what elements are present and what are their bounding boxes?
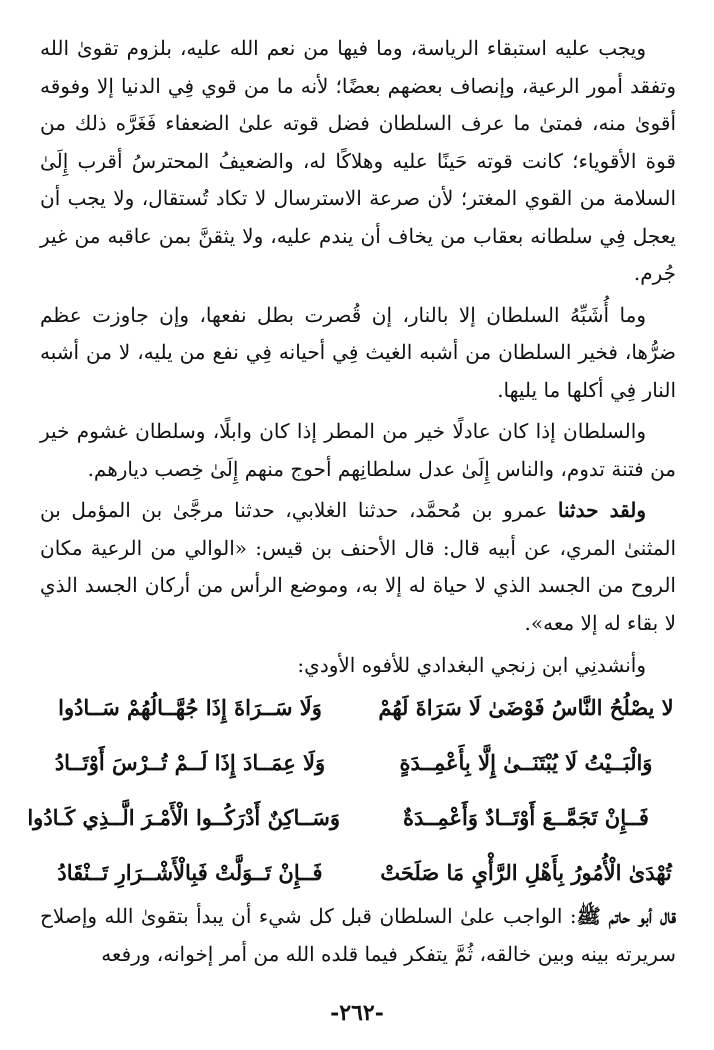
verse-line [40, 680, 676, 735]
paragraph-4-lead: ولقد حدثنا [557, 498, 646, 522]
verse-second-hemistich: وَلَا عِمَــادَ إِذَا لَــمْ تُــرْسَ أَوْتَــادُ [54, 750, 326, 775]
closing-paragraph-lead: قال أبو حاتم ﷺ [576, 904, 676, 928]
verse-second-hemistich: فَــإِنْ تَــوَلَّتْ فَبِالْأَشْــرَارِ تَــنْقَادُ [57, 860, 323, 885]
verse-line [40, 735, 676, 790]
paragraph-3: والسلطان إذا كان عادلًا خير من المطر إذا كان وابلًا، وسلطان غشوم خير من فتنة تدوم، والناس إِلَىٰ عدل سلطانِهم أحوج منهم إِلَىٰ خِصب ديارهم. [40, 419, 676, 481]
verse-line [27, 790, 676, 845]
verse-first-hemistich: لا يصْلُحُ النَّاسُ فَوْضَىٰ لَا سَرَاةَ لَهُمْ [378, 695, 674, 720]
paragraph-4 [40, 492, 676, 642]
page-number: -٢٦٢- [330, 1000, 384, 1026]
verse-intro: وأنشدنِي ابن زنجي البغدادي للأفوه الأودي: [297, 653, 646, 677]
verse-line [40, 845, 676, 900]
closing-paragraph [40, 898, 676, 973]
paragraph-2: وما أُشَبِّهُ السلطان إلا بالنار، إن قُصرت بطل نفعها، وإن جاوزت عظم ضرُّها، فخير السلطان من أشبه الغيث فِي أحيانه فِي نفع من يليه، لا من أشبه النار فِي أكلها ما يليها. [40, 302, 676, 402]
verse-first-hemistich: فَــإِنْ تَجَمَّــعَ أَوْتَــادٌ وَأَعْمِــدَةٌ [403, 805, 649, 830]
paragraph-4-text: عمرو بن مُحمَّد، حدثنا الغلابي، حدثنا مرجَّىٰ بن المؤمل بن المثنىٰ المري، عن أبيه قال: قال الأحنف بن قيس: «الوالي من الرعية مكان الروح من الجسد الذي لا حياة له إلا به، وموضع الرأس من أركان الجسد الذي لا بقاء له إلا معه». [40, 498, 676, 635]
poem [27, 680, 676, 900]
main-text [40, 30, 676, 642]
verse-second-hemistich: وَسَــاكِنٌ أَدْرَكُــوا الْأَمْـرَ الَّــذِي كَـادُوا [27, 805, 340, 830]
closing-paragraph-text: : الواجب علىٰ السلطان قبل كل شيء أن يبدأ بتقوىٰ الله وإصلاح سريرته بينه وبين خالقه، ثُمَّ يتفكر فيما قلده الله من أمر إخوانه، ورفعه [40, 904, 676, 966]
verse-second-hemistich: وَلَا سَــرَاةَ إِذَا جُهَّــالُهُمْ سَــادُوا [58, 695, 322, 720]
verse-first-hemistich: تُهْدَىٰ الْأُمُورُ بِأَهْلِ الرَّأْيِ مَا صَلَحَتْ [380, 860, 672, 885]
verse-first-hemistich: وَالْبَــيْتُ لَا يُبْتَنَــىٰ إِلَّا بِأَعْمِــدَةٍ [399, 750, 653, 775]
paragraph-1: ويجب عليه استبقاء الرياسة، وما فيها من نعم الله عليه، بلزوم تقوىٰ الله وتفقد أمور الرعية، وإنصاف بعضهم بعضًا؛ لأنه ما من قوي فِي الدنيا إلا وفوقه أقوىٰ منه، فمتىٰ ما عرف السلطان فضل قوته علىٰ الضعفاء فَغَرَّه ذلك من قوة الأقوياء؛ كانت قوته حَينًا عليه وهلاكًا له، والضعيفُ المحترسُ أقرب إِلَىٰ السلامة من القوي المغتر؛ لأن صرعة الاسترسال لا تكاد تُستقال، ولا يجب أن يعجل فِي سلطانه بعقاب من يخاف أن يندم عليه، ولا يثقنَّ بمن عاقبه من غير جُرم. [40, 36, 676, 285]
